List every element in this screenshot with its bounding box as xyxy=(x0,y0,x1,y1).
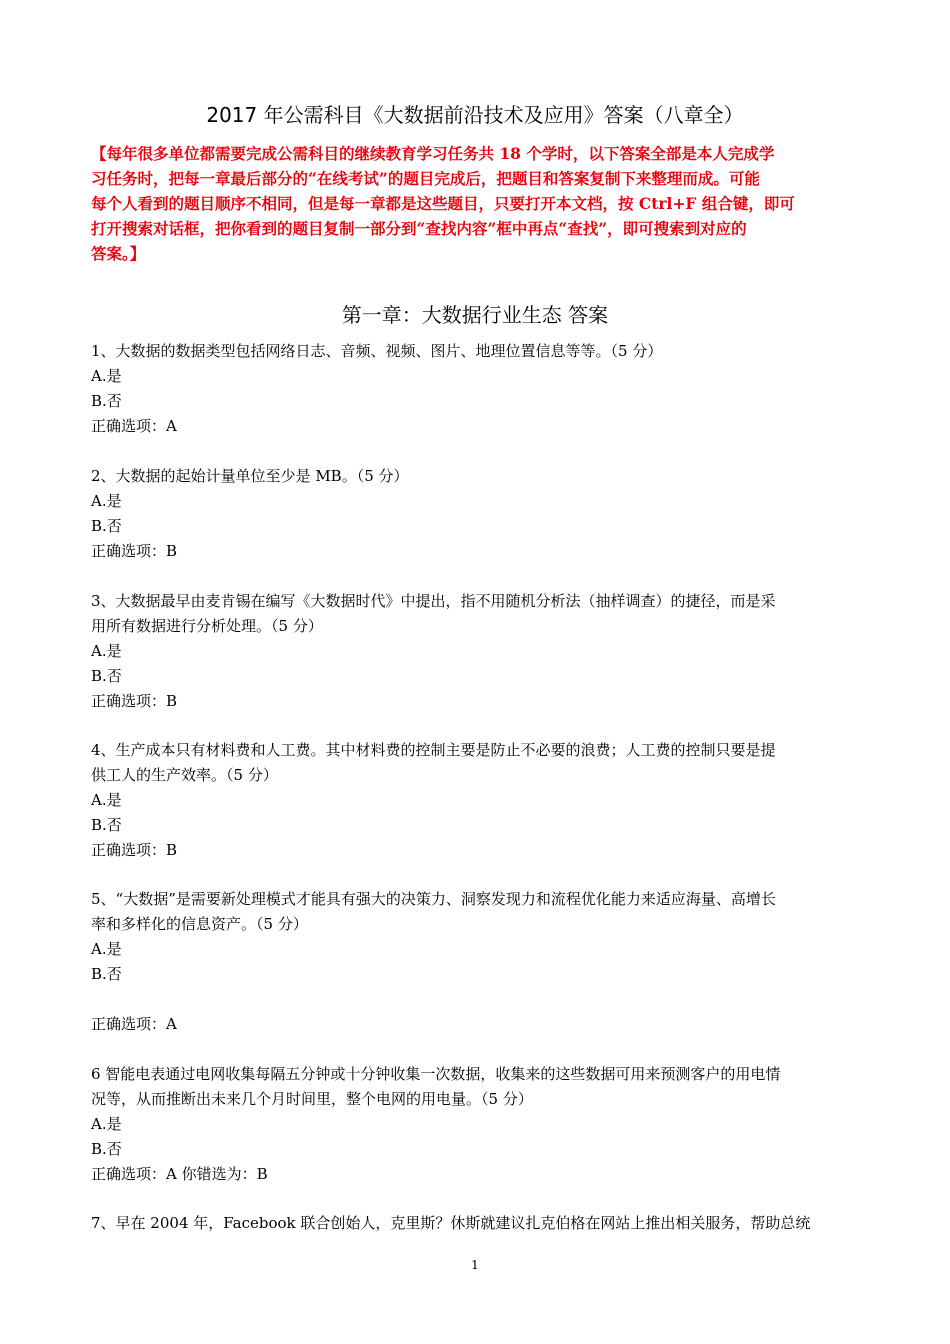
question-block xyxy=(91,1211,863,1236)
intro-line: 习任务时，把每一章最后部分的“在线考试”的题目完成后，把题目和答案复制下来整理而成。可能 xyxy=(91,169,760,188)
correct-answer: 正确选项：B xyxy=(91,542,178,560)
option-b: B.否 xyxy=(91,392,122,410)
question-block xyxy=(91,339,863,439)
blank-line xyxy=(91,987,863,1012)
option-b: B.否 xyxy=(91,517,122,535)
option-b: B.否 xyxy=(91,816,122,834)
intro-line: 每个人看到的题目顺序不相同，但是每一章都是这些题目，只要打开本文档，按 Ctrl+F 组合键，即可 xyxy=(91,194,795,213)
option-b: B.否 xyxy=(91,667,122,685)
question-text: 5、“大数据”是需要新处理模式才能具有强大的决策力、洞察发现力和流程优化能力来适应海量、高增长 xyxy=(91,890,776,908)
question-text: 供工人的生产效率。（5 分） xyxy=(91,766,278,784)
question-block xyxy=(91,887,863,1037)
chapter-title: 第一章：大数据行业生态 答案 xyxy=(341,303,609,327)
option-b: B.否 xyxy=(91,1140,122,1158)
option-a: A.是 xyxy=(91,492,122,510)
option-b: B.否 xyxy=(91,965,122,983)
intro-line: 打开搜索对话框，把你看到的题目复制一部分到“查找内容”框中再点“查找”，即可搜索到对应的 xyxy=(91,219,747,238)
question-block xyxy=(91,738,863,863)
option-a: A.是 xyxy=(91,791,122,809)
option-a: A.是 xyxy=(91,1115,122,1133)
correct-answer: 正确选项：A xyxy=(91,1015,177,1033)
intro-notice xyxy=(91,141,861,266)
intro-line: 答案。】 xyxy=(91,244,146,263)
question-text: 3、大数据最早由麦肯锡在编写《大数据时代》中提出，指不用随机分析法（抽样调查）的捷径，而是采 xyxy=(91,592,776,610)
page-number: 1 xyxy=(471,1258,479,1272)
option-a: A.是 xyxy=(91,367,122,385)
correct-answer: 正确选项：A xyxy=(91,417,177,435)
option-a: A.是 xyxy=(91,940,122,958)
question-text: 4、生产成本只有材料费和人工费。其中材料费的控制主要是防止不必要的浪费；人工费的控制只要是提 xyxy=(91,741,776,759)
question-block xyxy=(91,464,863,564)
document-title: 2017 年公需科目《大数据前沿技术及应用》答案（八章全） xyxy=(206,103,744,127)
question-text: 6 智能电表通过电网收集每隔五分钟或十分钟收集一次数据，收集来的这些数据可用来预测客户的用电情 xyxy=(91,1065,781,1083)
question-text: 7、早在 2004 年，Facebook 联合创始人，克里斯？休斯就建议扎克伯格在网站上推出相关服务，帮助总统 xyxy=(91,1214,811,1232)
question-text: 况等，从而推断出未来几个月时间里，整个电网的用电量。（5 分） xyxy=(91,1090,533,1108)
question-text: 率和多样化的信息资产。（5 分） xyxy=(91,915,308,933)
question-block xyxy=(91,1062,863,1187)
correct-answer: 正确选项：B xyxy=(91,841,178,859)
question-text: 1、大数据的数据类型包括网络日志、音频、视频、图片、地理位置信息等等。（5 分） xyxy=(91,342,663,360)
question-block xyxy=(91,589,863,714)
question-text: 用所有数据进行分析处理。（5 分） xyxy=(91,617,323,635)
intro-line: 【每年很多单位都需要完成公需科目的继续教育学习任务共 18 个学时，以下答案全部是本人完成学 xyxy=(91,144,775,163)
correct-answer: 正确选项：A 你错选为：B xyxy=(91,1165,268,1183)
question-text: 2、大数据的起始计量单位至少是 MB。（5 分） xyxy=(91,467,409,485)
correct-answer: 正确选项：B xyxy=(91,692,178,710)
option-a: A.是 xyxy=(91,642,122,660)
